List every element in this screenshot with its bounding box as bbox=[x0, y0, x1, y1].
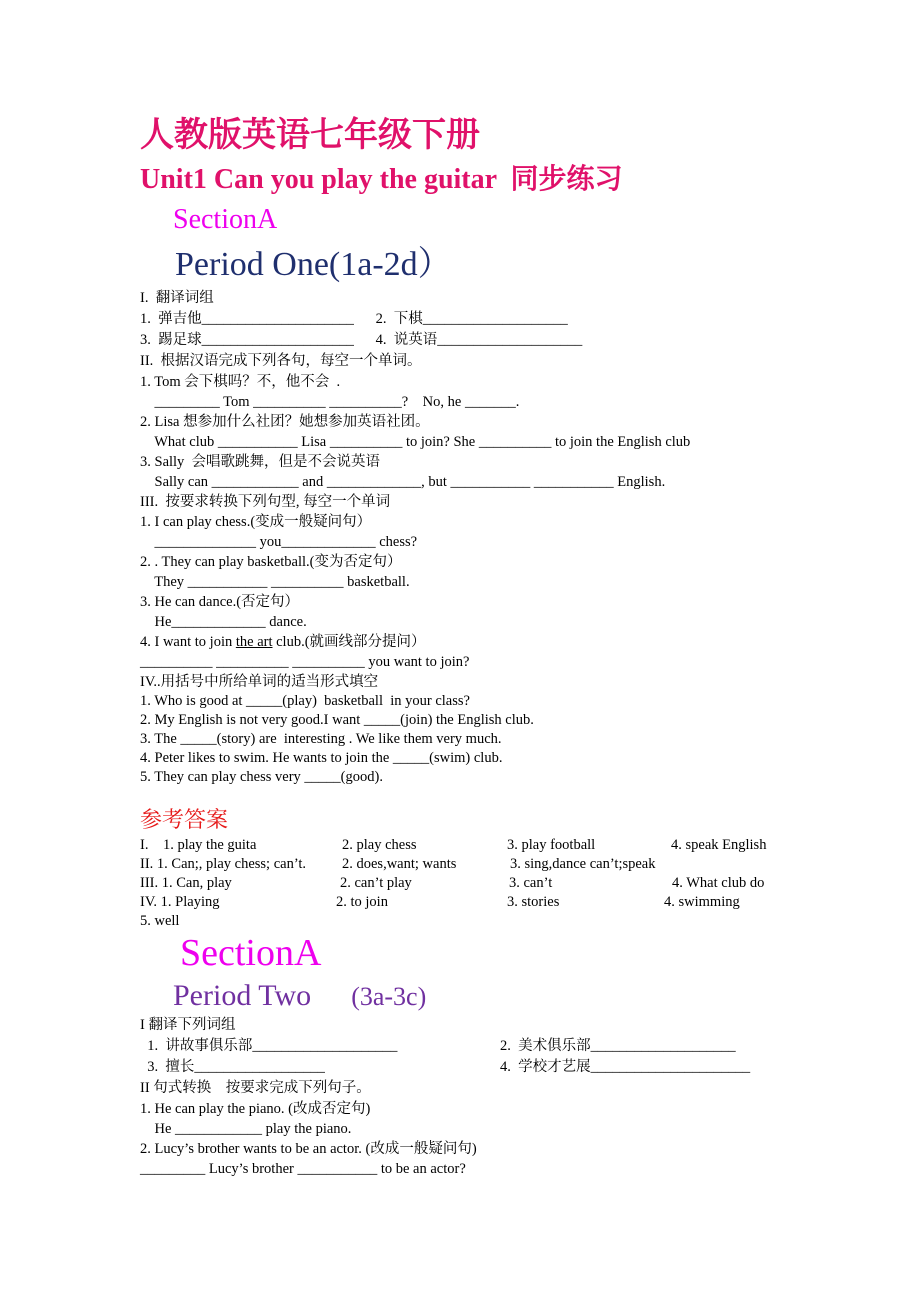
part3-q3-blank: He_____________ dance. bbox=[140, 614, 307, 630]
answer-last: 5. well bbox=[140, 913, 180, 929]
section2-q2-blank: _________ Lucy’s brother ___________ to be an actor? bbox=[140, 1161, 466, 1177]
section2-p1-row1-a: 1. 讲故事俱乐部____________________ bbox=[140, 1038, 398, 1054]
part2-q1-blank: _________ Tom __________ __________? No, he _______. bbox=[140, 394, 520, 410]
period2-range: (3a-3c) bbox=[351, 982, 427, 1011]
part3-q2: 2. . They can play basketball.(变为否定句） bbox=[140, 554, 402, 570]
section2-p1-row2-b: 4. 学校才艺展______________________ bbox=[500, 1059, 751, 1075]
section2-q1-blank: He ____________ play the piano. bbox=[140, 1121, 352, 1137]
part4-q2: 2. My English is not very good.I want _____(join) the English club. bbox=[140, 712, 534, 728]
answer-row-3-col-4: 4. What club do bbox=[672, 875, 765, 891]
answer-row-4-col-1: IV. 1. Playing bbox=[140, 894, 220, 910]
answers-title: 参考答案 bbox=[140, 807, 229, 832]
part4-q5: 5. They can play chess very _____(good). bbox=[140, 769, 383, 785]
answer-row-3-col-1: III. 1. Can, play bbox=[140, 875, 232, 891]
section2-p1-row2-a: 3. 擅长__________________ bbox=[140, 1059, 325, 1075]
part3-q2-blank: They ___________ __________ basketball. bbox=[140, 574, 410, 590]
section2-part2-heading: II 句式转换 按要求完成下列句子。 bbox=[140, 1080, 371, 1096]
answer-row-1-col-1: I. 1. play the guita bbox=[140, 837, 257, 853]
part2-q3-blank: Sally can ____________ and _____________, but ___________ ___________ English. bbox=[140, 474, 666, 490]
answer-row-4-col-4: 4. swimming bbox=[664, 894, 740, 910]
section2-part1-heading: I 翻译下列词组 bbox=[140, 1017, 236, 1033]
part3-q4-post: club.(就画线部分提问） bbox=[272, 634, 426, 650]
part4-heading: IV..用括号中所给单词的适当形式填空 bbox=[140, 674, 379, 690]
part4-q3: 3. The _____(story) are interesting . We like them very much. bbox=[140, 731, 502, 747]
part4-q4: 4. Peter likes to swim. He wants to join the _____(swim) club. bbox=[140, 750, 503, 766]
main-title: 人教版英语七年级下册 bbox=[140, 117, 480, 154]
answer-row-2-col-3: 3. sing,dance can’t;speak bbox=[510, 856, 656, 872]
period-title: Period One(1a-2d） bbox=[175, 246, 452, 283]
part1-heading: I. 翻译词组 bbox=[140, 290, 214, 306]
section2-label: SectionA bbox=[180, 932, 322, 974]
answer-row-1-col-4: 4. speak English bbox=[671, 837, 767, 853]
part2-q1: 1. Tom 会下棋吗？不，他不会 . bbox=[140, 374, 341, 390]
answer-row-1-col-2: 2. play chess bbox=[342, 837, 417, 853]
section2-q1: 1. He can play the piano. (改成否定句) bbox=[140, 1101, 371, 1117]
part2-q3: 3. Sally 会唱歌跳舞，但是不会说英语 bbox=[140, 454, 381, 470]
section2-q2: 2. Lucy’s brother wants to be an actor. (改成一般疑问句) bbox=[140, 1141, 477, 1157]
period2-name: Period Two bbox=[173, 979, 312, 1012]
part2-q2-blank: What club ___________ Lisa __________ to join? She __________ to join the English club bbox=[140, 434, 691, 450]
part2-q2: 2. Lisa 想参加什么社团？她想参加英语社团。 bbox=[140, 414, 430, 430]
part3-q1: 1. I can play chess.(变成一般疑问句） bbox=[140, 514, 372, 530]
part1-row1: 1. 弹吉他_____________________ 2. 下棋____________________ bbox=[140, 311, 568, 327]
part3-q4 bbox=[140, 632, 426, 652]
part3-q4-pre: 4. I want to join bbox=[140, 634, 236, 650]
period2-title bbox=[173, 976, 426, 1017]
answer-row-3-col-2: 2. can’t play bbox=[340, 875, 412, 891]
answer-row-2-col-1: II. 1. Can;, play chess; can’t. bbox=[140, 856, 307, 872]
answer-row-3-col-3: 3. can’t bbox=[509, 875, 553, 891]
part3-q4-blank: __________ __________ __________ you want to join? bbox=[140, 654, 470, 670]
answer-row-1-col-3: 3. play football bbox=[507, 837, 596, 853]
section2-p1-row1-b: 2. 美术俱乐部____________________ bbox=[500, 1038, 736, 1054]
part1-row2: 3. 踢足球_____________________ 4. 说英语____________________ bbox=[140, 332, 583, 348]
answer-row-4-col-2: 2. to join bbox=[336, 894, 388, 910]
part4-q1: 1. Who is good at _____(play) basketball in your class? bbox=[140, 693, 470, 709]
section-label: SectionA bbox=[173, 204, 278, 235]
part3-q3: 3. He can dance.(否定句） bbox=[140, 594, 300, 610]
answer-row-2-col-2: 2. does,want; wants bbox=[342, 856, 457, 872]
part2-heading: II. 根据汉语完成下列各句，每空一个单词。 bbox=[140, 353, 422, 369]
part3-q4-underlined: the art bbox=[235, 634, 273, 650]
unit-title: Unit1 Can you play the guitar 同步练习 bbox=[140, 164, 623, 195]
part3-heading: III. 按要求转换下列句型, 每空一个单词 bbox=[140, 494, 391, 510]
part3-q1-blank: ______________ you_____________ chess? bbox=[140, 534, 418, 550]
answer-row-4-col-3: 3. stories bbox=[507, 894, 560, 910]
